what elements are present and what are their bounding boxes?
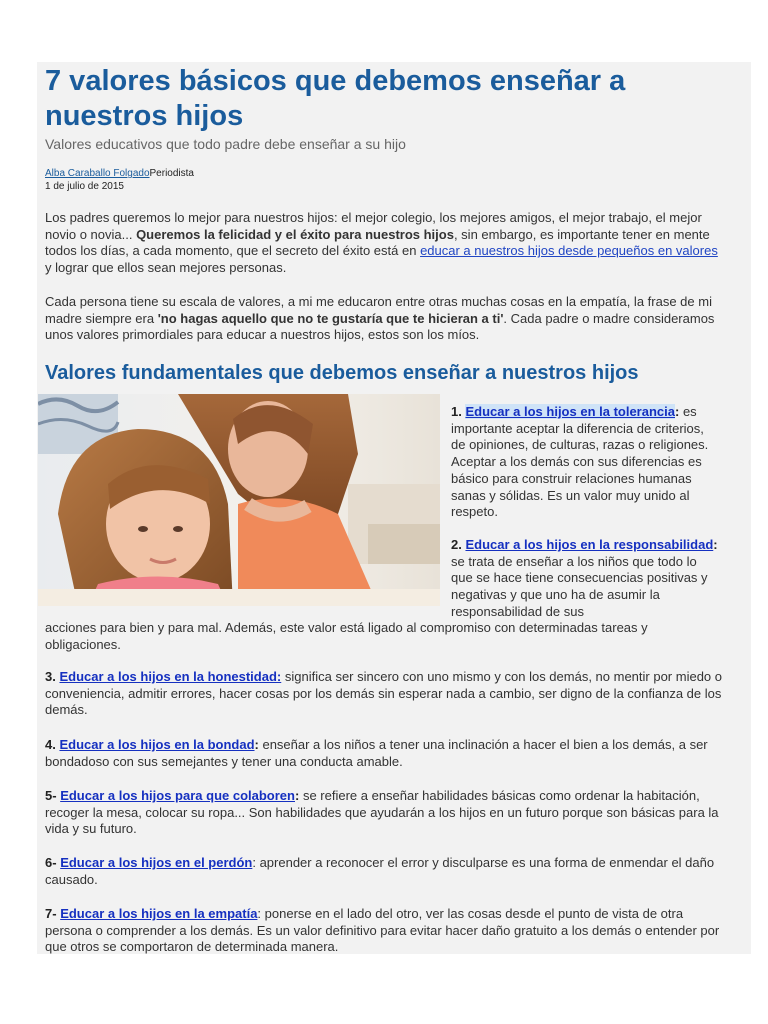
value-link-bondad[interactable]: Educar a los hijos en la bondad (59, 737, 255, 752)
intro-paragraph-1 (45, 210, 725, 277)
value-item-7 (45, 906, 725, 956)
value-number: 7- (45, 906, 57, 921)
value-text: significa ser sincero con uno mismo y con los demás, no mentir por miedo o conveniencia, admitir errores, hacer cosas por los demás sin esperar nada a cambio, ser digno de la confianza de los demás. (45, 669, 722, 718)
value-link-colaboren[interactable]: Educar a los hijos para que colaboren (60, 788, 295, 803)
value-separator: : (254, 737, 259, 752)
mother-daughter-photo (38, 394, 440, 606)
value-item-4 (45, 737, 725, 770)
intro-bold: 'no hagas aquello que no te gustaría que te hicieran a ti' (157, 310, 504, 326)
value-text: es importante aceptar la diferencia de criterios, de opiniones, de culturas, razas o religiones. Aceptar a los demás con sus diferencias es básico para construir relaciones humanas sanas y sólidas. Es un valor muy unido al respeto. (451, 404, 709, 520)
intro-bold: Queremos la felicidad y el éxito para nuestros hijos (136, 226, 454, 242)
value-link-empatia[interactable]: Educar a los hijos en la empatía (60, 906, 258, 921)
value-number: 3. (45, 669, 56, 684)
author-link[interactable]: Alba Caraballo Folgado (45, 168, 150, 179)
value-item-1 (451, 404, 721, 521)
value-text: se refiere a enseñar habilidades básicas como ordenar la habitación, recoger la mesa, colocar su ropa... Son habilidades que ayudarán a los hijos en un futuro porque son básicas para la vida y su futuro. (45, 788, 719, 837)
value-text: enseñar a los niños a tener una inclinación a hacer el bien a los demás, a ser bondadoso con sus semejantes y tener una conducta amable. (45, 737, 708, 769)
value-link-honestidad[interactable]: Educar a los hijos en la honestidad: (59, 669, 282, 684)
value-separator: : (294, 788, 300, 803)
intro-paragraph-2 (45, 294, 725, 344)
value-text: se trata de enseñar a los niños que todo lo que se hace tiene consecuencias positivas y negativas y que uno ha de asumir la responsabilidad de sus (451, 553, 708, 619)
article-subtitle: Valores educativos que todo padre debe enseñar a su hijo (45, 136, 406, 152)
value-link-responsabilidad[interactable]: Educar a los hijos en la responsabilidad (465, 537, 714, 552)
intro-text: Los padres queremos lo mejor para nuestros hijos: el mejor colegio, los mejores amigos, el mejor trabajo, el mejor novio o novia... (45, 210, 702, 242)
value-item-2 (451, 537, 721, 621)
value-item-3 (45, 669, 725, 719)
value-text: acciones para bien y para mal. Además, este valor está ligado al compromiso con determinadas tareas y obligaciones. (45, 620, 648, 652)
value-link-tolerancia[interactable]: Educar a los hijos en la tolerancia (465, 404, 675, 419)
value-item-5 (45, 788, 725, 838)
article-title: 7 valores básicos que debemos enseñar a nuestros hijos (45, 65, 626, 132)
value-text: : aprender a reconocer el error y disculparse es una forma de enmendar el daño causado. (45, 855, 715, 887)
value-text: : ponerse en el lado del otro, ver las cosas desde el punto de vista de otra persona o comprender a los demás. Es un valor definitivo para evitar hacer daño gratuito a los demás o entender por que otros se comportaron de determinada manera. (45, 906, 720, 955)
author-role: Periodista (149, 168, 194, 179)
intro-text: y lograr que ellos sean mejores personas. (45, 260, 287, 276)
value-number: 5- (45, 788, 57, 803)
value-item-6 (45, 855, 725, 888)
section-heading: Valores fundamentales que debemos enseñar a nuestros hijos (45, 362, 639, 384)
publish-date: 1 de julio de 2015 (45, 181, 124, 192)
value-number: 6- (45, 855, 57, 870)
value-number: 2. (451, 537, 462, 552)
intro-text: Cada persona tiene su escala de valores, a mi me educaron entre otras muchas cosas en la empatía, la frase de mi madre siempre era (45, 294, 712, 326)
values-link[interactable]: educar a nuestros hijos desde pequeños en valores (420, 243, 718, 259)
byline (45, 167, 194, 193)
intro-text: , sin embargo, es importante tener en mente todos los días, a cada momento, que el secreto del éxito está en (45, 226, 710, 259)
value-separator: : (713, 537, 718, 552)
intro-text: . Cada padre o madre consideramos unos valores primordiales para educar a nuestros hijos, estos son los míos. (45, 310, 715, 343)
value-number: 1. (451, 404, 462, 419)
value-item-2-continued (45, 620, 725, 653)
value-link-perdon[interactable]: Educar a los hijos en el perdón (60, 855, 253, 870)
value-number: 4. (45, 737, 56, 752)
value-separator: : (675, 404, 680, 419)
